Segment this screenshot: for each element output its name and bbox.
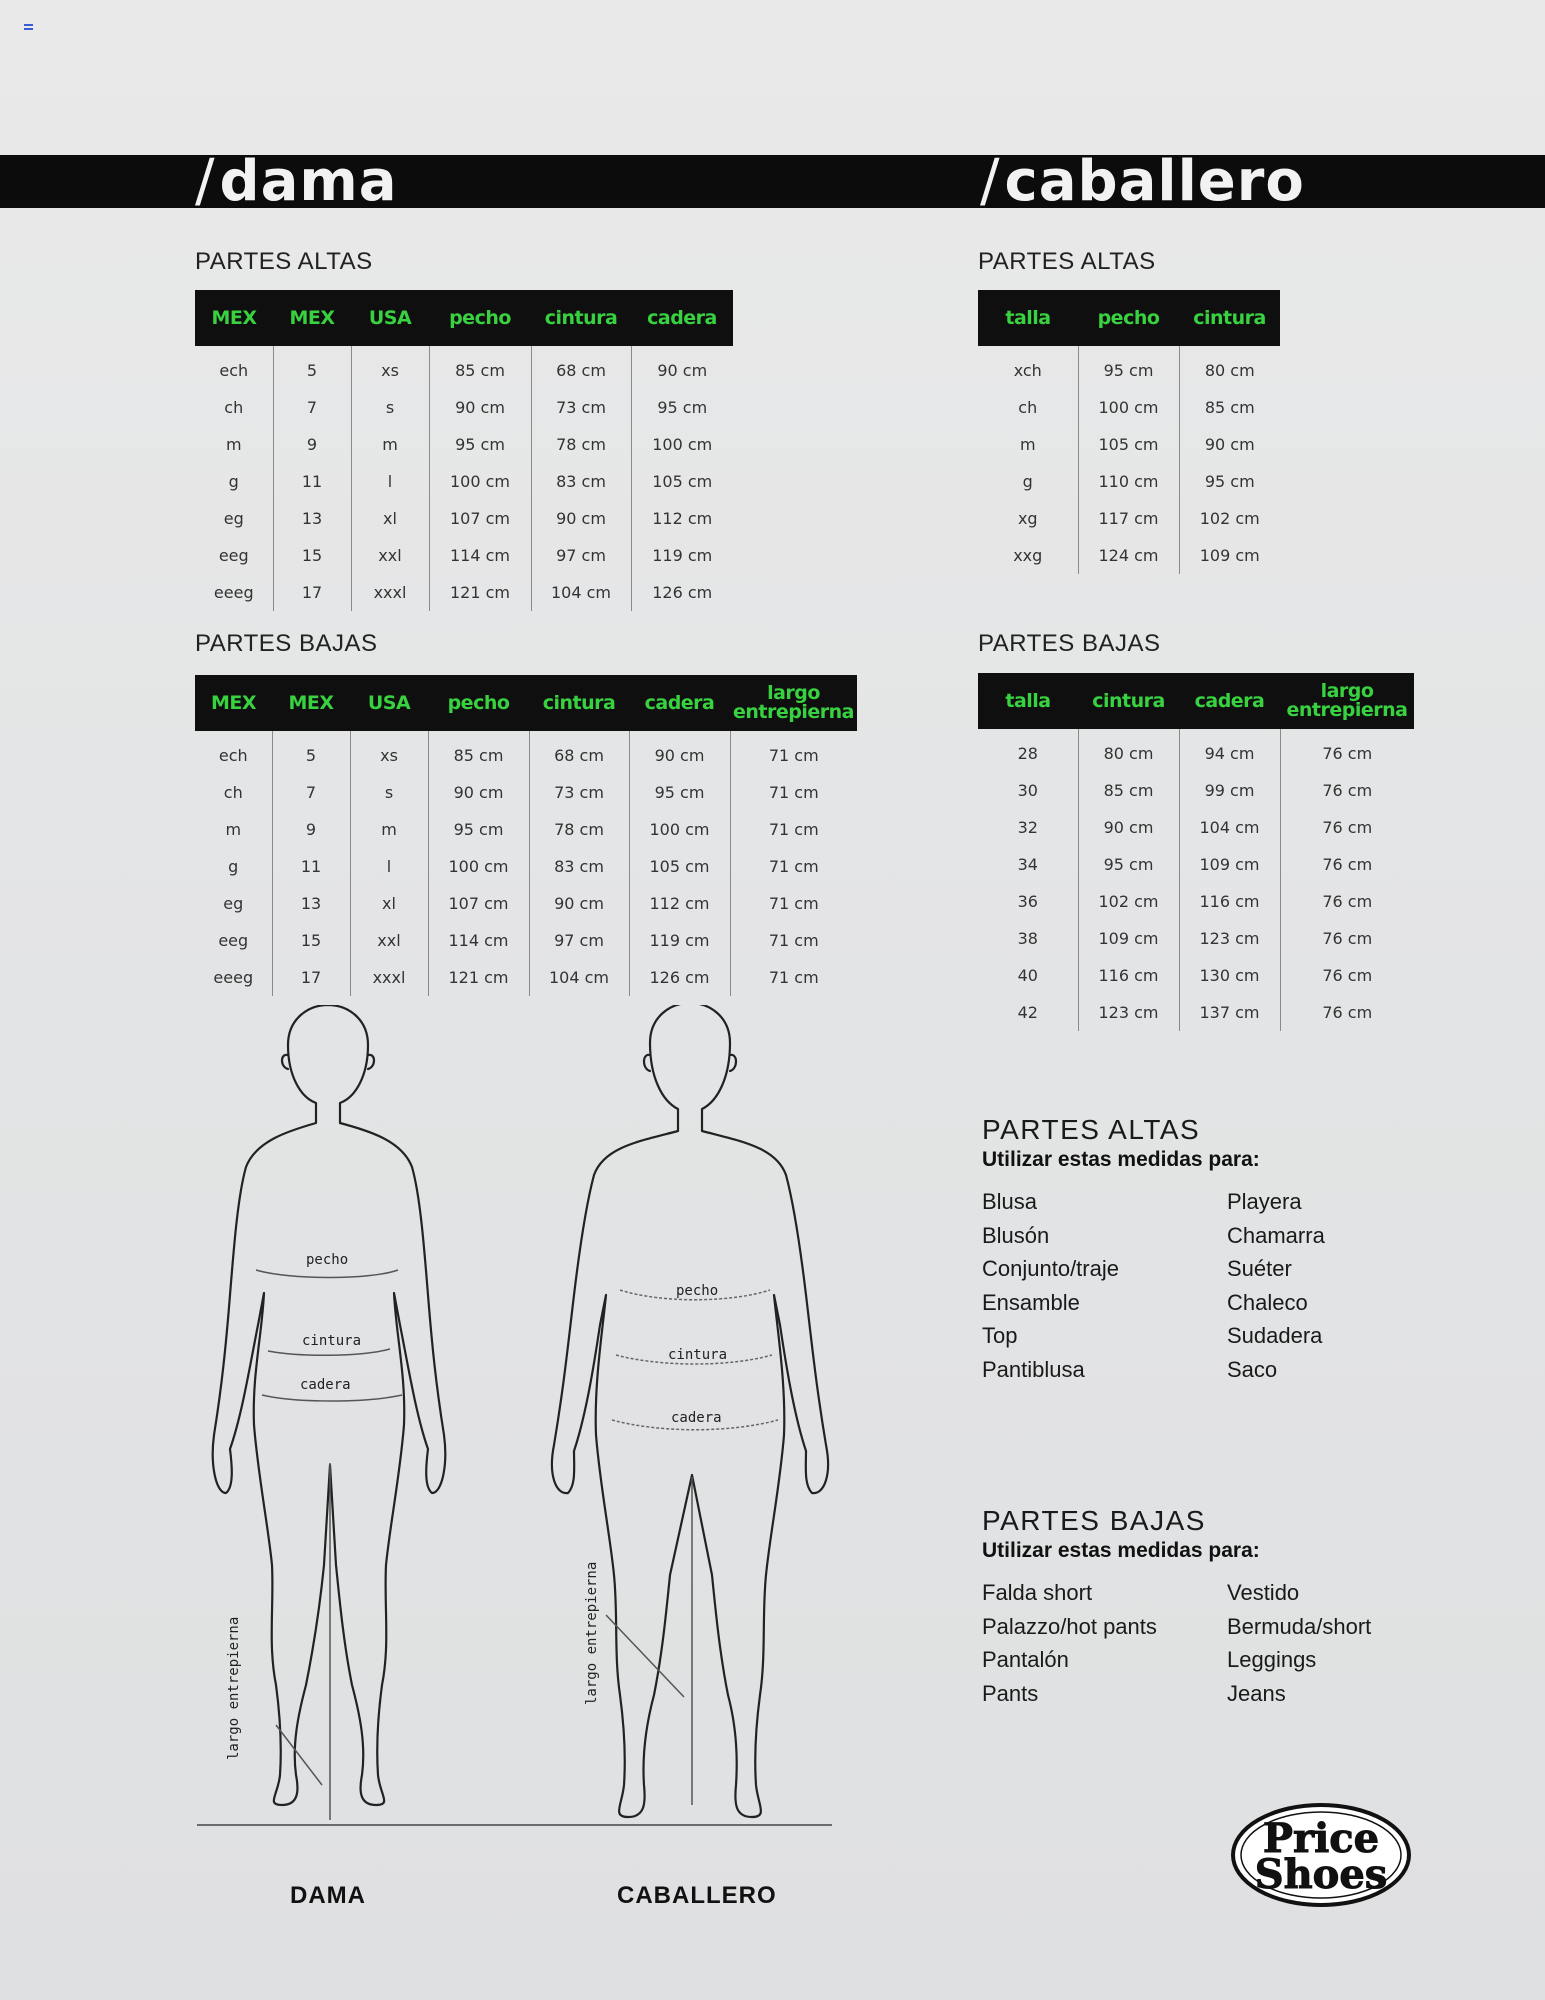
header-cell: cadera (1179, 673, 1280, 729)
table-cell: 116 cm (1078, 957, 1179, 994)
table-cell: s (350, 774, 428, 811)
dama-largo-label: largo entrepierna (226, 1616, 242, 1760)
table-row (195, 346, 733, 389)
table-cell: 9 (272, 811, 350, 848)
table-cell: 7 (273, 389, 351, 426)
table-cell: 100 cm (629, 811, 730, 848)
table-row (195, 500, 733, 537)
table-cell: 28 (1017, 744, 1038, 763)
table-cell: 76 cm (1280, 846, 1414, 883)
table-cell: 40 (1017, 966, 1038, 985)
menu-icon[interactable] (24, 24, 33, 32)
table-cell: 116 cm (1179, 883, 1280, 920)
table-cell: m (1019, 435, 1036, 454)
list-item: Falda short (982, 1580, 1093, 1605)
caballero-pecho-label: pecho (676, 1283, 719, 1299)
table-cell: xxg (1013, 546, 1043, 565)
table-cell: l (350, 848, 428, 885)
table-cell: 76 cm (1280, 957, 1414, 994)
caballero-bajas-table (978, 673, 1414, 1031)
table-row (978, 463, 1280, 500)
table-cell: 73 cm (529, 774, 629, 811)
list-item: Vestido (1227, 1580, 1300, 1605)
table-cell: 107 cm (429, 500, 531, 537)
header-cell: talla (978, 673, 1078, 729)
table-cell: 78 cm (531, 426, 631, 463)
table-cell: 83 cm (529, 848, 629, 885)
table-cell: eeg (218, 546, 249, 565)
table-cell: 76 cm (1280, 883, 1414, 920)
table-cell: 83 cm (531, 463, 631, 500)
uses-bajas-list (982, 1579, 1457, 1707)
table-row (978, 537, 1280, 574)
table-cell: 5 (273, 346, 351, 389)
table-row (195, 922, 857, 959)
header-cell: pecho (428, 675, 529, 731)
body-measurement-figures (180, 1005, 860, 1885)
list-item: Ensamble (982, 1289, 1080, 1315)
table-row (195, 959, 857, 996)
table-cell: ch (223, 783, 243, 802)
table-cell: 15 (272, 922, 350, 959)
table-cell: xs (350, 731, 428, 774)
table-cell: 80 cm (1078, 729, 1179, 772)
table-cell: 85 cm (1078, 772, 1179, 809)
list-item: Bermuda/short (1227, 1613, 1372, 1639)
table-cell: xl (351, 500, 429, 537)
table-row (978, 883, 1414, 920)
table-cell: 68 cm (531, 346, 631, 389)
table-cell: 42 (1017, 1003, 1038, 1022)
dama-bajas-table (195, 675, 857, 996)
caballero-altas-table (978, 290, 1280, 574)
table-cell: 95 cm (429, 426, 531, 463)
uses-altas-subtitle: Utilizar estas medidas para: (982, 1148, 1260, 1171)
table-cell: 119 cm (631, 537, 733, 574)
list-item: Pants (982, 1680, 1039, 1706)
table-cell: 71 cm (730, 731, 857, 774)
table-row (978, 500, 1280, 537)
table-row (978, 846, 1414, 883)
table-cell: 104 cm (1179, 809, 1280, 846)
table-cell: 123 cm (1078, 994, 1179, 1031)
header-cell: pecho (1078, 290, 1179, 346)
table-cell: 121 cm (429, 574, 531, 611)
list-item: Jeans (1227, 1680, 1286, 1706)
table-row (978, 389, 1280, 426)
list-item: Blusa (982, 1189, 1038, 1214)
table-cell: 17 (272, 959, 350, 996)
table-row (195, 811, 857, 848)
table-cell: 90 cm (1179, 426, 1280, 463)
table-cell: 104 cm (529, 959, 629, 996)
table-cell: 90 cm (529, 885, 629, 922)
list-item: Top (982, 1323, 1018, 1348)
table-cell: 90 cm (631, 346, 733, 389)
list-item: Blusón (982, 1222, 1050, 1248)
dama-altas-label: PARTES ALTAS (195, 248, 373, 275)
table-cell: ch (1018, 398, 1038, 417)
table-cell: 105 cm (629, 848, 730, 885)
table-cell: xs (351, 346, 429, 389)
header-cell: largo entrepierna (1280, 673, 1414, 729)
table-cell: 119 cm (629, 922, 730, 959)
dama-bajas-label: PARTES BAJAS (195, 630, 378, 657)
table-row (978, 346, 1280, 389)
table-row (195, 426, 733, 463)
header-cell: MEX (195, 675, 272, 731)
header-cell: cadera (629, 675, 730, 731)
table-row (195, 389, 733, 426)
table-cell: 97 cm (531, 537, 631, 574)
header-cell: largo entrepierna (730, 675, 857, 731)
caballero-bajas-label: PARTES BAJAS (978, 630, 1161, 657)
table-row (978, 920, 1414, 957)
table-cell: 105 cm (631, 463, 733, 500)
header-cell: USA (350, 675, 428, 731)
table-cell: 121 cm (428, 959, 529, 996)
table-cell: 114 cm (428, 922, 529, 959)
header-cell: USA (351, 290, 429, 346)
header-cell: cintura (1078, 673, 1179, 729)
dama-cintura-label: cintura (302, 1333, 362, 1349)
table-cell: 85 cm (429, 346, 531, 389)
banner-title-caballero: /caballero (980, 146, 1305, 214)
table-cell: 68 cm (529, 731, 629, 774)
header-cell: talla (978, 290, 1078, 346)
header-cell: MEX (195, 290, 273, 346)
table-cell: 9 (273, 426, 351, 463)
table-cell: 11 (272, 848, 350, 885)
table-cell: xxl (351, 537, 429, 574)
table-cell: 104 cm (531, 574, 631, 611)
table-cell: xxxl (351, 574, 429, 611)
table-cell: ch (224, 398, 244, 417)
table-cell: 102 cm (1179, 500, 1280, 537)
list-item: Chamarra (1227, 1222, 1325, 1248)
table-cell: 105 cm (1078, 426, 1179, 463)
table-cell: 7 (272, 774, 350, 811)
table-cell: 34 (1017, 855, 1038, 874)
table-cell: g (1022, 472, 1033, 491)
table-cell: 17 (273, 574, 351, 611)
list-item: Conjunto/traje (982, 1256, 1119, 1281)
table-cell: 95 cm (1179, 463, 1280, 500)
uses-altas-title: PARTES ALTAS (982, 1114, 1201, 1145)
table-cell: eeeg (213, 968, 254, 987)
table-row (978, 994, 1414, 1031)
table-cell: ech (218, 746, 248, 765)
table-row (195, 574, 733, 611)
header-cell: cadera (631, 290, 733, 346)
table-cell: xxl (350, 922, 428, 959)
table-cell: 13 (272, 885, 350, 922)
header-cell: cintura (529, 675, 629, 731)
table-row (195, 731, 857, 774)
table-cell: eeg (218, 931, 249, 950)
table-cell: 109 cm (1179, 537, 1280, 574)
uses-altas (982, 1114, 1457, 1383)
table-cell: 95 cm (631, 389, 733, 426)
table-row (978, 729, 1414, 772)
table-cell: 80 cm (1179, 346, 1280, 389)
table-cell: 99 cm (1179, 772, 1280, 809)
dama-altas-table (195, 290, 733, 611)
table-row (195, 848, 857, 885)
list-item: Suéter (1227, 1256, 1292, 1281)
table-cell: m (225, 435, 242, 454)
table-cell: m (350, 811, 428, 848)
caballero-largo-label: largo entrepierna (584, 1561, 600, 1705)
header-cell: MEX (272, 675, 350, 731)
uses-altas-list (982, 1188, 1457, 1383)
dama-cadera-label: cadera (300, 1377, 351, 1393)
caption-caballero: CABALLERO (617, 1882, 777, 1909)
table-cell: 102 cm (1078, 883, 1179, 920)
caption-dama: DAMA (290, 1882, 366, 1909)
table-cell: 73 cm (531, 389, 631, 426)
table-cell: 95 cm (1078, 846, 1179, 883)
table-cell: 107 cm (428, 885, 529, 922)
table-cell: 90 cm (428, 774, 529, 811)
table-cell: 85 cm (1179, 389, 1280, 426)
uses-bajas-title: PARTES BAJAS (982, 1505, 1206, 1536)
table-cell: 100 cm (631, 426, 733, 463)
list-item: Palazzo/hot pants (982, 1613, 1157, 1639)
price-shoes-logo (1230, 1800, 1412, 1910)
table-cell: 71 cm (730, 774, 857, 811)
table-cell: 126 cm (631, 574, 733, 611)
uses-bajas (982, 1505, 1457, 1707)
table-cell: 32 (1017, 818, 1038, 837)
list-item: Chaleco (1227, 1289, 1308, 1315)
table-cell: 38 (1017, 929, 1038, 948)
header-cell: MEX (273, 290, 351, 346)
table-cell: ech (219, 361, 249, 380)
table-cell: 71 cm (730, 811, 857, 848)
table-cell: xxxl (350, 959, 428, 996)
table-cell: 112 cm (631, 500, 733, 537)
table-cell: 36 (1017, 892, 1038, 911)
banner-title-dama: /dama (195, 146, 398, 214)
table-cell: 109 cm (1179, 846, 1280, 883)
section-banner (0, 146, 1545, 214)
table-cell: m (351, 426, 429, 463)
table-cell: l (351, 463, 429, 500)
table-cell: 11 (273, 463, 351, 500)
table-cell: 15 (273, 537, 351, 574)
table-cell: 5 (272, 731, 350, 774)
table-cell: 100 cm (429, 463, 531, 500)
table-cell: 100 cm (428, 848, 529, 885)
table-cell: 109 cm (1078, 920, 1179, 957)
table-cell: g (228, 857, 239, 876)
table-cell: 71 cm (730, 885, 857, 922)
table-cell: 76 cm (1280, 772, 1414, 809)
table-cell: 71 cm (730, 959, 857, 996)
table-row (978, 772, 1414, 809)
table-cell: 114 cm (429, 537, 531, 574)
table-cell: 90 cm (629, 731, 730, 774)
dama-figure (213, 1005, 446, 1805)
list-item: Sudadera (1227, 1323, 1323, 1348)
uses-bajas-subtitle: Utilizar estas medidas para: (982, 1539, 1260, 1562)
table-cell: 76 cm (1280, 994, 1414, 1031)
caballero-altas-label: PARTES ALTAS (978, 248, 1156, 275)
table-cell: 76 cm (1280, 809, 1414, 846)
table-cell: 90 cm (429, 389, 531, 426)
table-cell: 90 cm (1078, 809, 1179, 846)
table-cell: 76 cm (1280, 729, 1414, 772)
table-cell: 100 cm (1078, 389, 1179, 426)
header-cell: cintura (531, 290, 631, 346)
dama-pecho-label: pecho (306, 1252, 349, 1268)
table-row (195, 885, 857, 922)
table-cell: eg (223, 509, 244, 528)
table-cell: xch (1013, 361, 1042, 380)
table-cell: 110 cm (1078, 463, 1179, 500)
table-cell: xg (1017, 509, 1038, 528)
list-item: Playera (1227, 1189, 1302, 1214)
table-cell: 112 cm (629, 885, 730, 922)
table-row (978, 426, 1280, 463)
table-cell: 71 cm (730, 848, 857, 885)
list-item: Pantiblusa (982, 1356, 1085, 1382)
list-item: Pantalón (982, 1647, 1069, 1672)
table-cell: 95 cm (629, 774, 730, 811)
table-cell: 137 cm (1179, 994, 1280, 1031)
header-cell: pecho (429, 290, 531, 346)
table-cell: 117 cm (1078, 500, 1179, 537)
table-cell: xl (350, 885, 428, 922)
table-cell: 71 cm (730, 922, 857, 959)
list-item: Saco (1227, 1356, 1278, 1382)
table-cell: eeeg (213, 583, 254, 602)
table-row (978, 957, 1414, 994)
table-cell: 13 (273, 500, 351, 537)
table-cell: g (228, 472, 239, 491)
caballero-cintura-label: cintura (668, 1347, 728, 1363)
table-cell: 130 cm (1179, 957, 1280, 994)
header-cell: cintura (1179, 290, 1280, 346)
table-row (195, 463, 733, 500)
table-row (978, 809, 1414, 846)
caballero-cadera-label: cadera (671, 1410, 722, 1426)
table-cell: 124 cm (1078, 537, 1179, 574)
table-row (195, 537, 733, 574)
table-cell: eg (223, 894, 244, 913)
table-cell: 85 cm (428, 731, 529, 774)
table-cell: 90 cm (531, 500, 631, 537)
table-cell: 97 cm (529, 922, 629, 959)
table-cell: 123 cm (1179, 920, 1280, 957)
table-cell: 126 cm (629, 959, 730, 996)
table-cell: 30 (1017, 781, 1038, 800)
table-cell: 95 cm (1078, 346, 1179, 389)
svg-text:Shoes: Shoes (1254, 1851, 1388, 1898)
table-cell: 95 cm (428, 811, 529, 848)
table-row (195, 774, 857, 811)
table-cell: s (351, 389, 429, 426)
list-item: Leggings (1227, 1647, 1317, 1672)
table-cell: 76 cm (1280, 920, 1414, 957)
svg-text:Price: Price (1262, 1815, 1380, 1862)
table-cell: 94 cm (1179, 729, 1280, 772)
table-cell: 78 cm (529, 811, 629, 848)
table-cell: m (225, 820, 242, 839)
